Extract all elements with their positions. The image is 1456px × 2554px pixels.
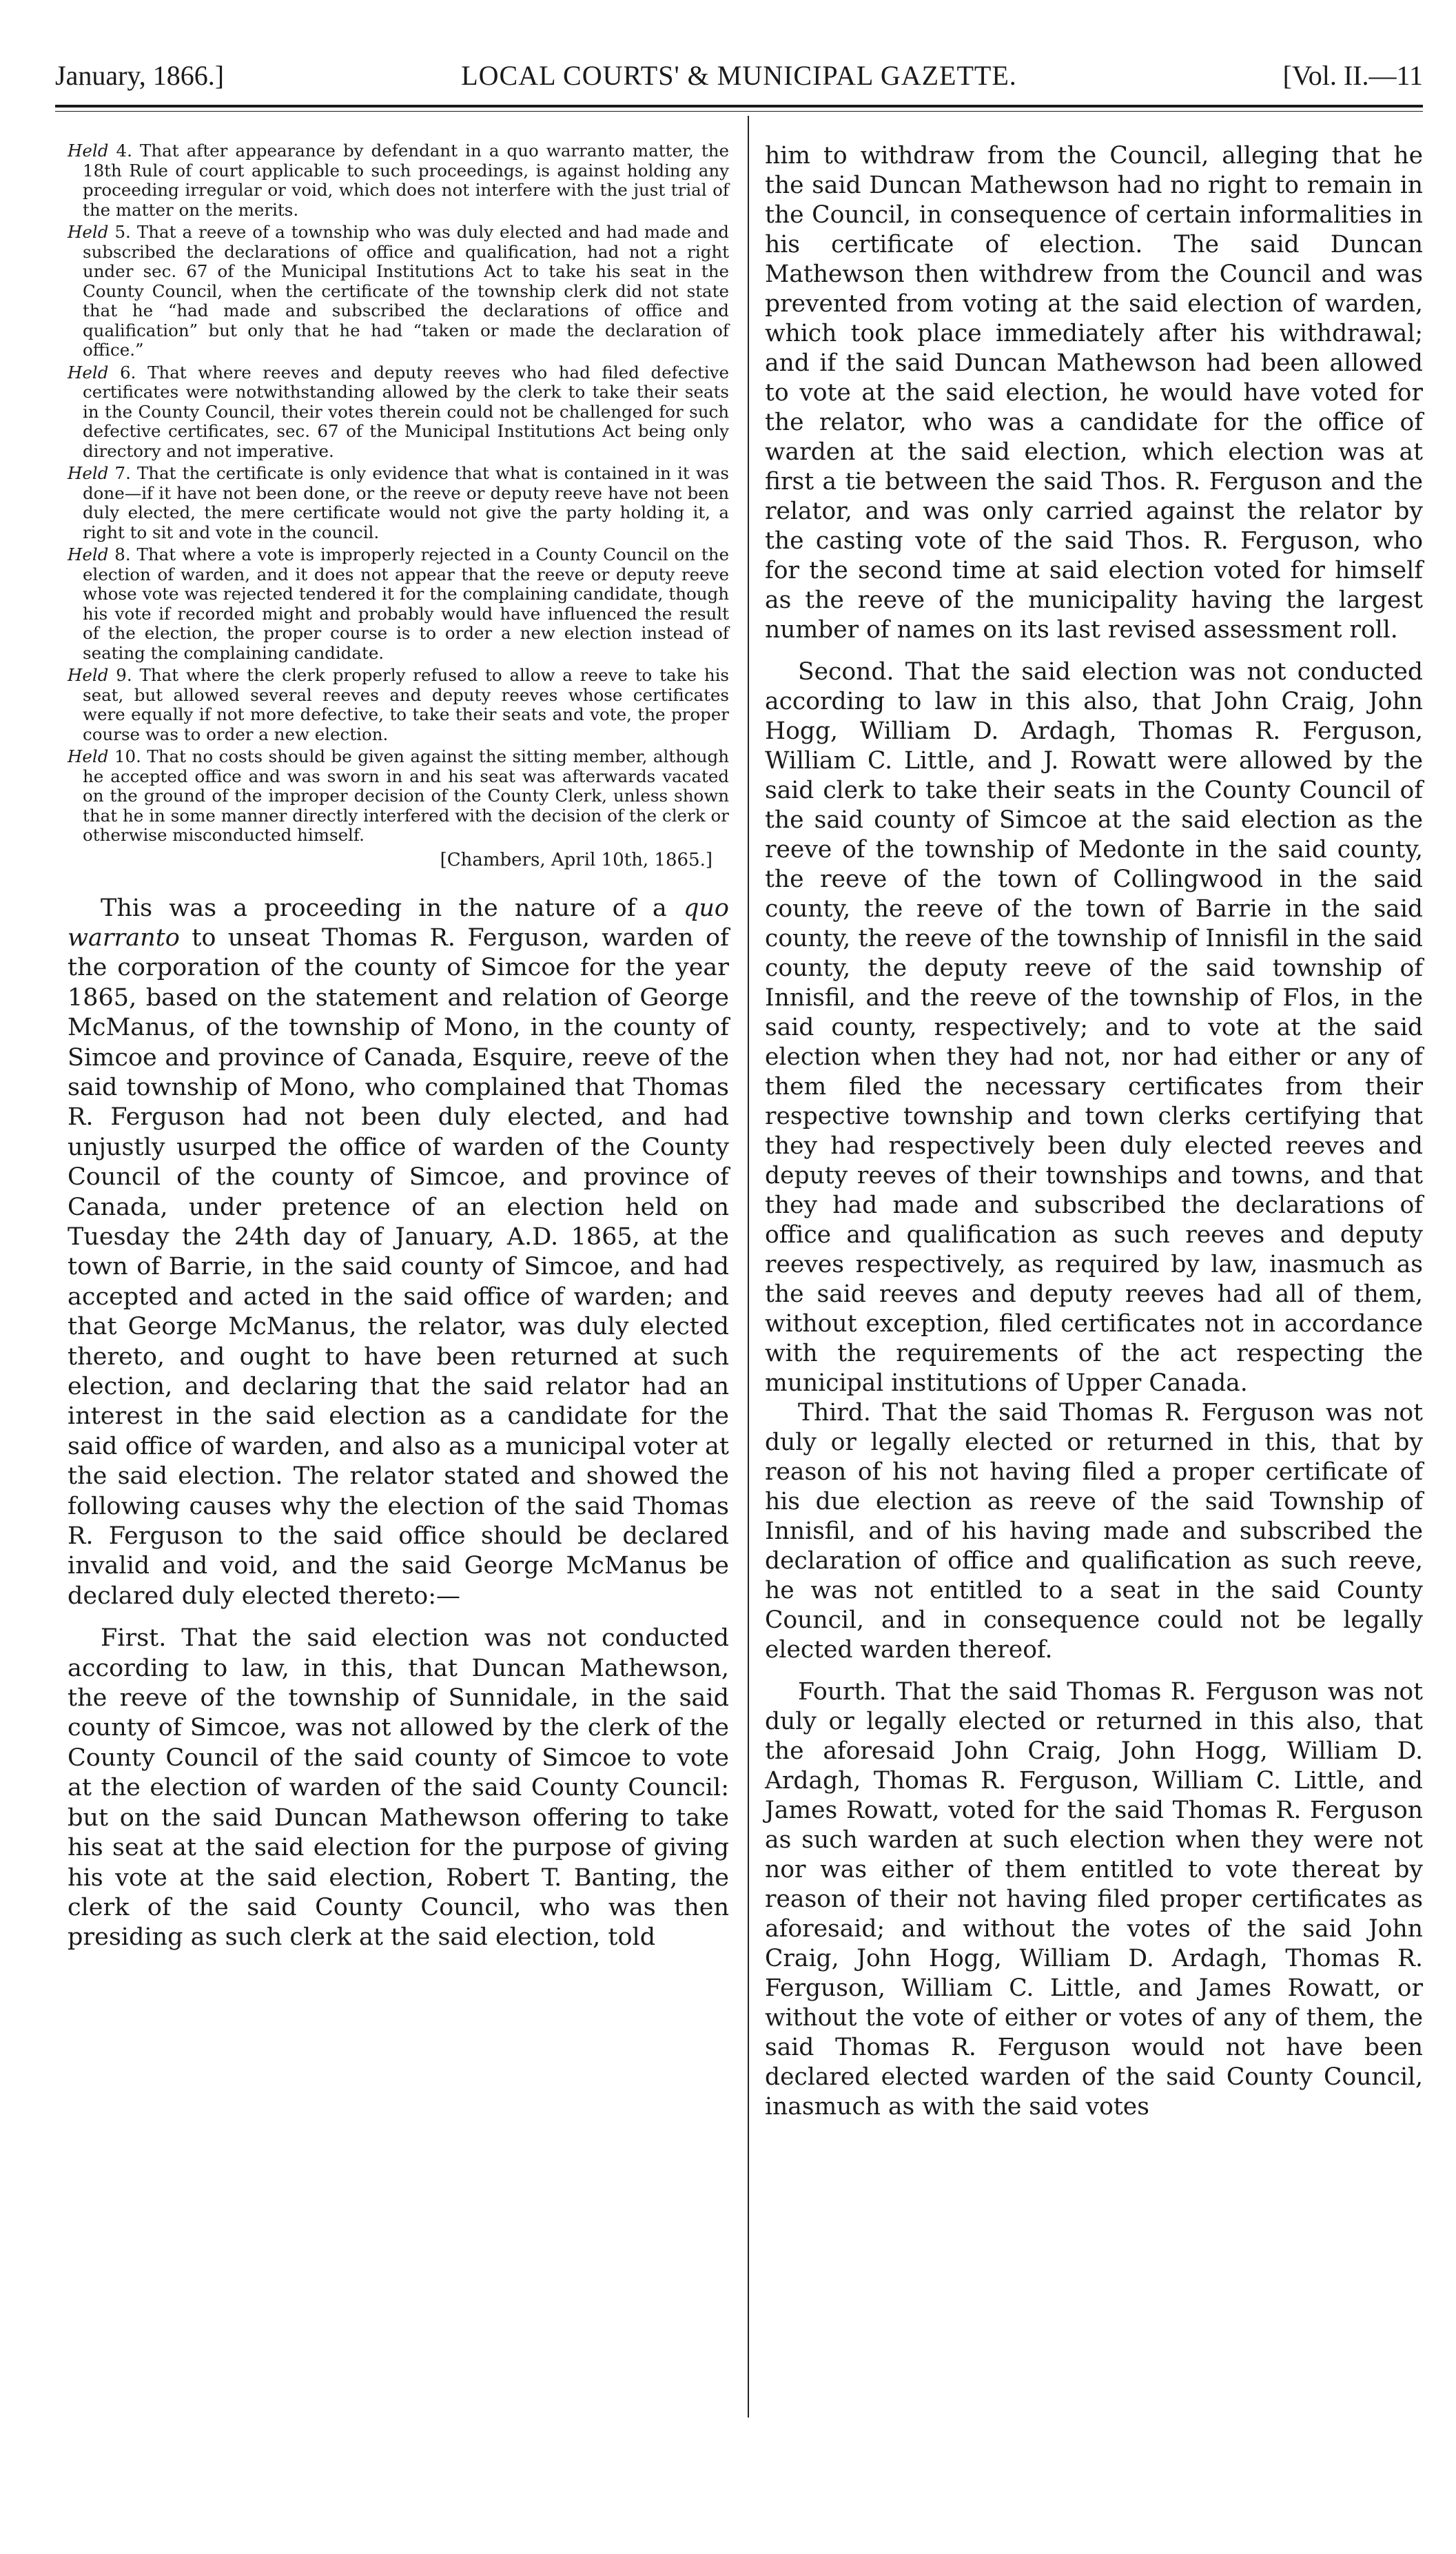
page-header xyxy=(55,59,1423,101)
paragraph-text: This was a proceeding in the nature of a xyxy=(101,894,684,922)
held-note xyxy=(68,545,729,663)
header-rule-thin xyxy=(55,111,1423,112)
held-text: 8. That where a vote is improperly rejected in a County Council on the election of warden, and it does not appear that the reeve or deputy reeve whose vote was rejected tendered it for the complaining candidate, though his vote if recorded might and probably would have influenced the result of the election, the proper course is to order a new election instead of seating the complaining candidate. xyxy=(83,544,729,663)
issue-date: January, 1866.] xyxy=(55,60,225,91)
body-paragraph: First. That the said election was not conducted according to law, in this, that Duncan Mathewson, the reeve of the township of Sunnidale, in the said county of Simcoe, was not allowed by the clerk of the County Council of the said county of Simcoe to vote at the election of warden of the said County Council: but on the said Duncan Mathewson offering to take his seat at the said election for the purpose of giving his vote at the said election, Robert T. Banting, the clerk of the said County Council, who was then presiding as such clerk at the said election, told xyxy=(68,1624,729,1952)
publication-title: LOCAL COURTS' & MUNICIPAL GAZETTE. xyxy=(461,60,1017,91)
body-paragraph: Second. That the said election was not conducted according to law in this also, that John Craig, John Hogg, William D. Ardagh, Thomas R. Ferguson, William C. Little, and J. Rowatt were allowed by the said clerk to take their seats in the County Council of the said county of Simcoe at the said election as the reeve of the township of Medonte in the said county, the reeve of the town of Collingwood in the said county, the reeve of the town of Barrie in the said county, the reeve of the township of Innisfil in the said county, the deputy reeve of the said township of Innisfil, and the reeve of the township of Flos, in the said county, respectively; and to vote at the said election when they had not, nor had either or any of them filed the necessary certificates from their respective township and town clerks certifying that they had respectively been duly elected reeves and deputy reeves of their townships and towns, and that they had made and subscribed the declarations of office and qualification as such reeves and deputy reeves respectively, as required by law, inasmuch as the said reeves and deputy reeves had all of them, without exception, filed certificates not in accordance with the requirements of the act respecting the municipal institutions of Upper Canada. xyxy=(765,658,1423,1397)
case-citation: [Chambers, April 10th, 1865.] xyxy=(440,849,712,870)
held-label: Held xyxy=(68,463,109,483)
held-label: Held xyxy=(68,665,109,685)
held-note xyxy=(68,363,729,462)
held-note xyxy=(68,747,729,846)
held-label: Held xyxy=(68,362,109,382)
header-rule-thick xyxy=(55,105,1423,108)
latin-term: quo warranto xyxy=(68,894,729,952)
held-text: 10. That no costs should be given against the sitting member, although he accepted office and was sworn in and his seat was afterwards vacated on the ground of the improper decision of the County Clerk, unless shown that he in some manner directly interfered with the decision of the clerk or otherwise misconducted himself. xyxy=(83,746,729,845)
held-text: 5. That a reeve of a township who was duly elected and had made and subscribed the declarations of office and qualification, had not a right under sec. 67 of the Municipal Institutions Act to take his seat in the County Council, when the certificate of the township clerk did not state that he “had made and subscribed the declarations of office and qualification” but only that he had “taken or made the declaration of office.” xyxy=(83,222,729,360)
held-label: Held xyxy=(68,141,109,161)
body-paragraph xyxy=(68,894,729,1612)
held-label: Held xyxy=(68,544,109,564)
body-paragraph: Fourth. That the said Thomas R. Ferguson was not duly or legally elected or returned in this also, that the aforesaid John Craig, John Hogg, William D. Ardagh, Thomas R. Ferguson, William C. Little, and James Rowatt, voted for the said Thomas R. Ferguson as such warden at such election when they were not nor was either of them entitled to vote thereat by reason of their not having filed proper certificates as aforesaid; and without the votes of the said John Craig, John Hogg, William D. Ardagh, Thomas R. Ferguson, William C. Little, and James Rowatt, or without the vote of either or votes of any of them, the said Thomas R. Ferguson would not have been declared elected warden of the said County Council, inasmuch as with the said votes xyxy=(765,1678,1423,2121)
held-text: 4. That after appearance by defendant in a quo warranto matter, the 18th Rule of court applicable to such proceedings, is against holding any proceeding irregular or void, which does not interfere with the just trial of the matter on the merits. xyxy=(83,141,729,220)
column-divider xyxy=(748,116,749,2418)
held-text: 7. That the certificate is only evidence that what is contained in it was done—if it have not been done, or the reeve or deputy reeve have not been duly elected, the mere certificate would not give the party holding it, a right to sit and vote in the council. xyxy=(83,463,729,542)
held-label: Held xyxy=(68,222,109,242)
held-text: 9. That where the clerk properly refused to allow a reeve to take his seat, but allowed several reeves and deputy reeves whose certificates were equally if not more defective, to take their seats and vote, the proper course was to order a new election. xyxy=(83,665,730,744)
held-note xyxy=(68,464,729,542)
left-column xyxy=(68,141,729,1953)
held-note xyxy=(68,666,729,744)
paragraph-text: to unseat Thomas R. Ferguson, warden of the corporation of the county of Simcoe for the year 1865, based on the statement and relation of George McManus, of the township of Mono, in the county of Simcoe and province of Canada, Esquire, reeve of the said township of Mono, who complained that Thomas R. Ferguson had not been duly elected, and had unjustly usurped the office of warden of the County Council of the county of Simcoe, and province of Canada, under pretence of an election held on Tuesday the 24th day of January, A.D. 1865, at the town of Barrie, in the said county of Simcoe, and had accepted and acted in the said office of warden; and that George McManus, the relator, was duly elected thereto, and ought to have been returned at such election, and declaring that the said relator had an interest in the said election as a candidate for the said office of warden, and also as a municipal voter at the said election. The relator stated and showed the following causes why the election of the said Thomas R. Ferguson to the said office should be declared invalid and void, and the said George McManus be declared duly elected thereto:— xyxy=(68,923,729,1610)
held-text: 6. That where reeves and deputy reeves who had filed defective certificates were notwithstanding allowed by the clerk to take their seats in the County Council, their votes therein could not be challenged for such defective certificates, sec. 67 of the Municipal Institutions Act being only directory and not imperative. xyxy=(83,362,729,461)
held-label: Held xyxy=(68,746,109,766)
held-note xyxy=(68,223,729,360)
right-column xyxy=(765,141,1423,2122)
volume-page: [Vol. II.—11 xyxy=(1282,60,1423,91)
body-paragraph: him to withdraw from the Council, alleging that he the said Duncan Mathewson had no right to remain in the Council, in consequence of certain informalities in his certificate of election. The said Duncan Mathewson then withdrew from the Council and was prevented from voting at the said election of warden, which took place immediately after his withdrawal; and if the said Duncan Mathewson had been allowed to vote at the said election, he would have voted for the relator, who was a candidate for the office of warden at the said election, which election was at first a tie between the said Thos. R. Ferguson and the relator, and was only carried against the relator by the casting vote of the said Thos. R. Ferguson, who for the second time at said election voted for himself as the reeve of the municipality having the largest number of names on its last revised assessment roll. xyxy=(765,142,1423,644)
body-paragraph: Third. That the said Thomas R. Ferguson was not duly or legally elected or returned in this, that by reason of his not having filed a proper certificate of his due election as reeve of the said Township of Innisfil, and of his having made and subscribed the declaration of office and qualification as such reeve, he was not entitled to a seat in the said County Council, and in consequence could not be legally elected warden thereof. xyxy=(765,1399,1423,1664)
held-note xyxy=(68,141,729,220)
